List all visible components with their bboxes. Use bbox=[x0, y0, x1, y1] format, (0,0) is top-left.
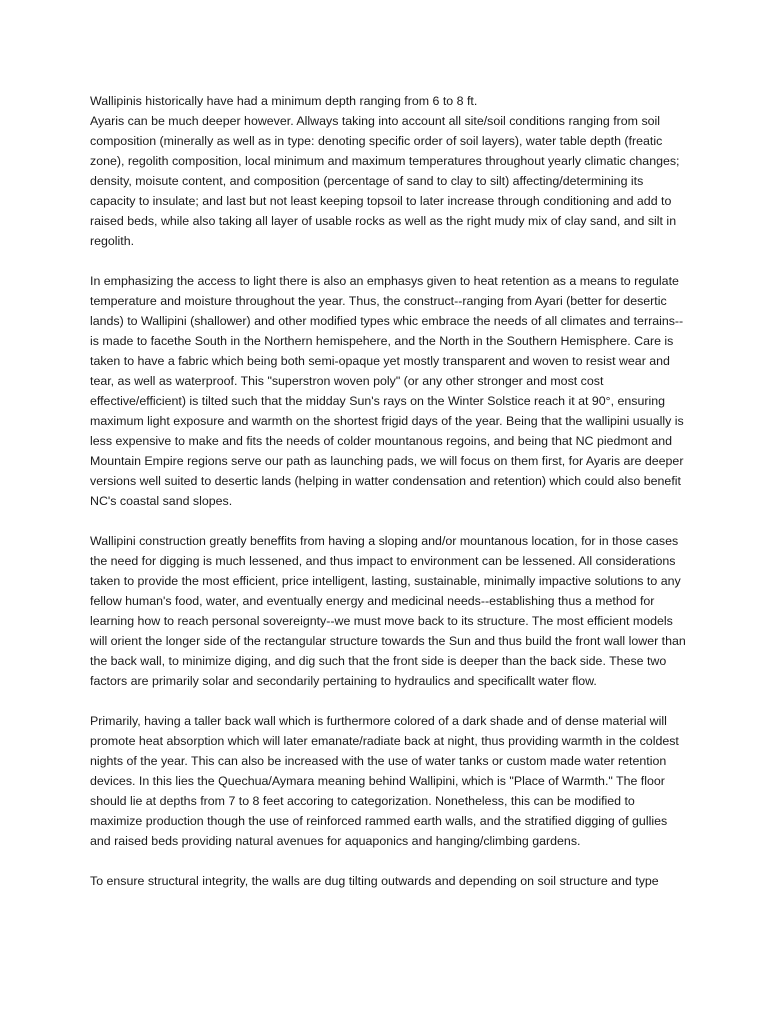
paragraph-construction-slope: Wallipini construction greatly beneffits from having a sloping and/or mountanous location, for in those cases the need for digging is much lessened, and thus impact to environment can be lessened. All considerations taken to provide the most efficient, price intelligent, lasting, sustainable, minimally impactive solutions to any fellow human's food, water, and eventually energy and medicinal needs--establishing thus a method for learning how to reach personal sovereignty--we must move back to its structure. The most efficient models will orient the longer side of the rectangular structure towards the Sun and thus build the front wall lower than the back wall, to minimize diging, and dig such that the front side is deeper than the back side. These two factors are primarily solar and secondarily pertaining to hydraulics and specificallt water flow. bbox=[90, 534, 686, 688]
paragraph-light-and-heat: In emphasizing the access to light there is also an emphasys given to heat retention as a means to regulate temperature and moisture throughout the year. Thus, the construct--ranging from Ayari (better for desertic lands) to Wallipini (shallower) and other modified types whic embrace the needs of all climates and terrains--is made to facethe South in the Northern hemispehere, and the North in the Southern Hemisphere. Care is taken to have a fabric which being both semi-opaque yet mostly transparent and woven to resist wear and tear, as well as waterproof. This "superstron woven poly" (or any other stronger and most cost effective/efficient) is tilted such that the midday Sun's rays on the Winter Solstice reach it at 90°, ensuring maximum light exposure and warmth on the shortest frigid days of the year. Being that the wallipini usually is less expensive to make and fits the needs of colder mountanous regoins, and being that NC piedmont and Mountain Empire regions serve our path as launching pads, we will focus on them first, for Ayaris are deeper versions well suited to desertic lands (helping in watter condensation and retention) which could also benefit NC's coastal sand slopes. bbox=[90, 274, 684, 508]
paragraph-back-wall-warmth: Primarily, having a taller back wall which is furthermore colored of a dark shade and of dense material will promote heat absorption which will later emanate/radiate back at night, thus providing warmth in the coldest nights of the year. This can also be increased with the use of water tanks or custom made water retention devices. In this lies the Quechua/Aymara meaning behind Wallipini, which is "Place of Warmth." The floor should lie at depths from 7 to 8 feet accoring to categorization. Nonetheless, this can be modified to maximize production though the use of reinforced rammed earth walls, and the stratified digging of gullies and raised beds providing natural avenues for aquaponics and hanging/climbing gardens. bbox=[90, 714, 679, 848]
paragraph-structural-integrity: To ensure structural integrity, the walls are dug tilting outwards and depending on soil structure and type bbox=[90, 874, 659, 888]
document-page bbox=[90, 91, 690, 891]
paragraph-depth-and-soil: Wallipinis historically have had a minimum depth ranging from 6 to 8 ft. Ayaris can be much deeper however. Allways taking into account all site/soil conditions ranging from soil composition (minerally as well as in type: denoting specific order of soil layers), water table depth (freatic zone), regolith composition, local minimum and maximum temperatures throughout yearly climatic changes; density, moisute content, and composition (percentage of sand to clay to silt) affecting/determining its capacity to insulate; and last but not least keeping topsoil to later increase through conditioning and add to raised beds, while also taking all layer of usable rocks as well as the right mudy mix of clay sand, and silt in regolith. bbox=[90, 94, 680, 248]
